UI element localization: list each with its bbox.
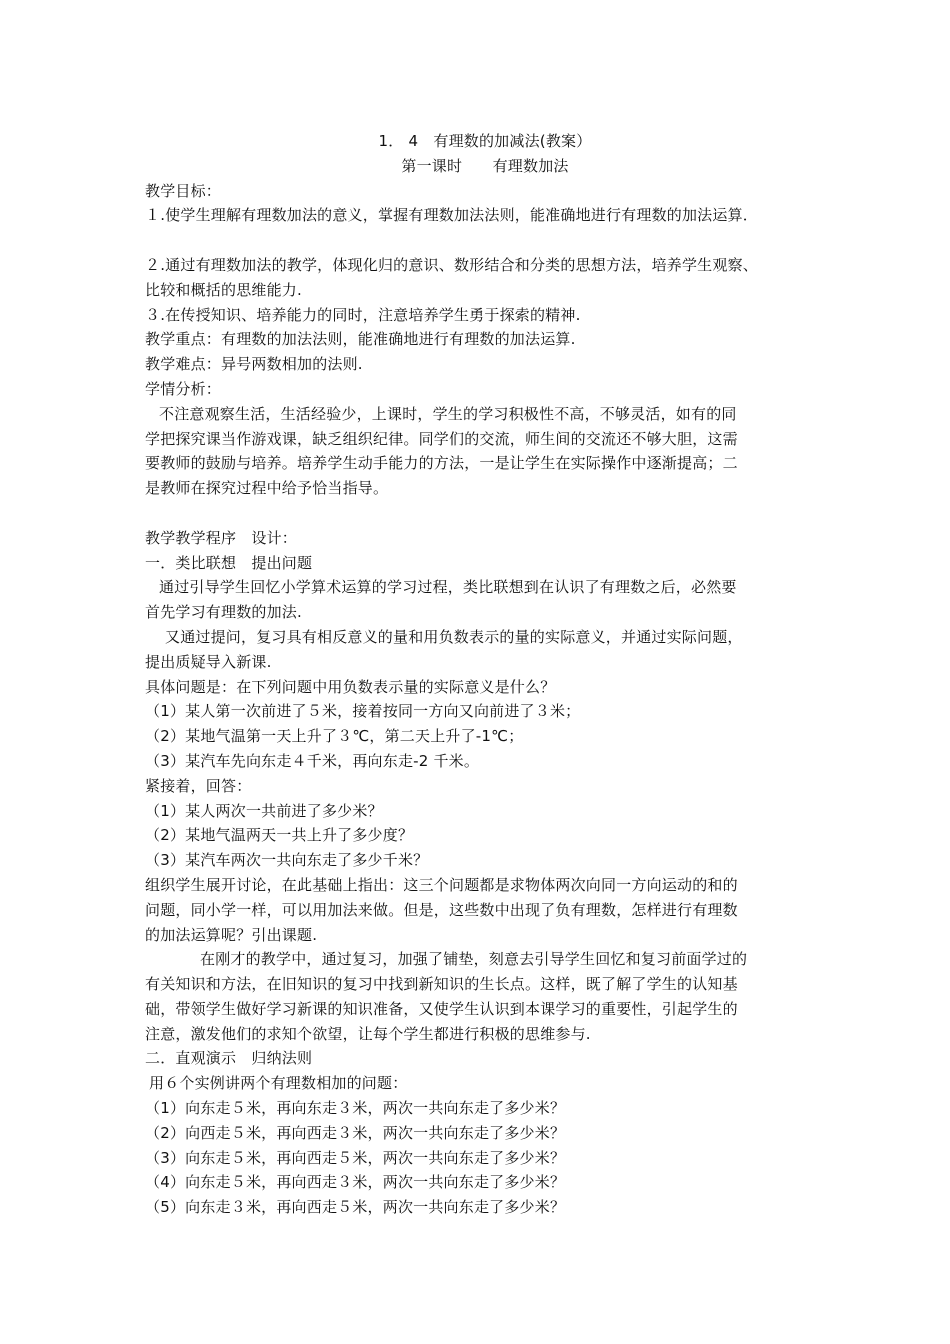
discussion-line-2: 问题，同小学一样，可以用加法来做。但是，这些数中出现了负有理数，怎样进行有理数 bbox=[145, 900, 738, 919]
analysis-line-4: 是教师在探究过程中给予恰当指导。 bbox=[145, 479, 389, 498]
section-1-para-2-line-1: 又通过提问，复习具有相反意义的量和用负数表示的量的实际意义，并通过实际问题， bbox=[165, 627, 743, 646]
question-3: （3）某汽车先向东走４千米，再向东走-2 千米。 bbox=[145, 751, 480, 770]
example-1: （1）向东走５米，再向东走３米，两次一共向东走了多少米？ bbox=[145, 1099, 566, 1118]
questions-intro: 具体问题是：在下列问题中用负数表示量的实际意义是什么？ bbox=[145, 677, 556, 696]
reflection-line-2: 有关知识和方法，在旧知识的复习中找到新知识的生长点。这样，既了解了学生的认知基 bbox=[145, 975, 738, 994]
reflection-line-1: 在刚才的教学中，通过复习，加强了铺垫，刻意去引导学生回忆和复习前面学过的 bbox=[200, 950, 748, 969]
teaching-difficulty: 教学难点：异号两数相加的法则. bbox=[145, 355, 363, 374]
discussion-line-3: 的加法运算呢？引出课题. bbox=[145, 925, 318, 944]
answers-intro: 紧接着，回答： bbox=[145, 776, 252, 795]
section-1-para-1-line-2: 首先学习有理数的加法. bbox=[145, 603, 302, 622]
teaching-key-point: 教学重点：有理数的加法法则，能准确地进行有理数的加法运算. bbox=[145, 330, 576, 349]
objective-2-line-2: 比较和概括的思维能力. bbox=[145, 280, 302, 299]
objective-3: ３.在传授知识、培养能力的同时，注意培养学生勇于探索的精神. bbox=[145, 305, 581, 324]
procedure-heading: 教学教学程序 设计： bbox=[145, 528, 298, 547]
section-1-title: 一．类比联想 提出问题 bbox=[145, 553, 313, 572]
page-subtitle: 第一课时 有理数加法 bbox=[401, 156, 569, 175]
example-4: （4）向东走５米，再向西走３米，两次一共向东走了多少米？ bbox=[145, 1173, 566, 1192]
discussion-line-1: 组织学生展开讨论，在此基础上指出：这三个问题都是求物体两次向同一方向运动的和的 bbox=[145, 875, 738, 894]
section-1-para-1-line-1: 通过引导学生回忆小学算术运算的学习过程，类比联想到在认识了有理数之后，必然要 bbox=[159, 578, 737, 597]
analysis-line-3: 要教师的鼓励与培养。培养学生动手能力的方法，一是让学生在实际操作中逐渐提高；二 bbox=[145, 454, 738, 473]
reflection-line-3: 础，带领学生做好学习新课的知识准备，又使学生认识到本课学习的重要性，引起学生的 bbox=[145, 999, 738, 1018]
blank-line bbox=[145, 228, 825, 253]
objective-1: １.使学生理解有理数加法的意义，掌握有理数加法法则，能准确地进行有理数的加法运算． bbox=[145, 206, 758, 225]
example-5: （5）向东走３米，再向西走５米，两次一共向东走了多少米？ bbox=[145, 1198, 566, 1217]
question-2: （2）某地气温第一天上升了３℃，第二天上升了-1℃； bbox=[145, 727, 524, 746]
answer-question-2: （2）某地气温两天一共上升了多少度？ bbox=[145, 826, 414, 845]
objective-2-line-1: ２.通过有理数加法的教学，体现化归的意识、数形结合和分类的思想方法，培养学生观察、 bbox=[145, 255, 758, 274]
analysis-line-1: 不注意观察生活，生活经验少，上课时，学生的学习积极性不高，不够灵活，如有的同 bbox=[159, 404, 737, 423]
reflection-line-4: 注意，激发他们的求知个欲望，让每个学生都进行积极的思维参与. bbox=[145, 1024, 591, 1043]
section-2-intro: 用６个实例讲两个有理数相加的问题： bbox=[149, 1074, 408, 1093]
answer-question-1: （1）某人两次一共前进了多少米？ bbox=[145, 801, 383, 820]
question-1: （1）某人第一次前进了５米，接着按同一方向又向前进了３米； bbox=[145, 702, 581, 721]
blank-line bbox=[145, 501, 825, 526]
section-2-title: 二．直观演示 归纳法则 bbox=[145, 1049, 313, 1068]
objectives-heading: 教学目标： bbox=[145, 181, 222, 200]
example-3: （3）向东走５米，再向西走５米，两次一共向东走了多少米？ bbox=[145, 1148, 566, 1167]
analysis-line-2: 学把探究课当作游戏课，缺乏组织纪律。同学们的交流，师生间的交流还不够大胆，这需 bbox=[145, 429, 738, 448]
answer-question-3: （3）某汽车两次一共向东走了多少千米？ bbox=[145, 851, 429, 870]
page-title: 1． 4 有理数的加减法(教案） bbox=[378, 132, 592, 150]
document-body bbox=[145, 129, 825, 1220]
section-1-para-2-line-2: 提出质疑导入新课. bbox=[145, 652, 272, 671]
example-2: （2）向西走５米，再向西走３米，两次一共向东走了多少米？ bbox=[145, 1123, 566, 1142]
analysis-heading: 学情分析： bbox=[145, 379, 222, 398]
